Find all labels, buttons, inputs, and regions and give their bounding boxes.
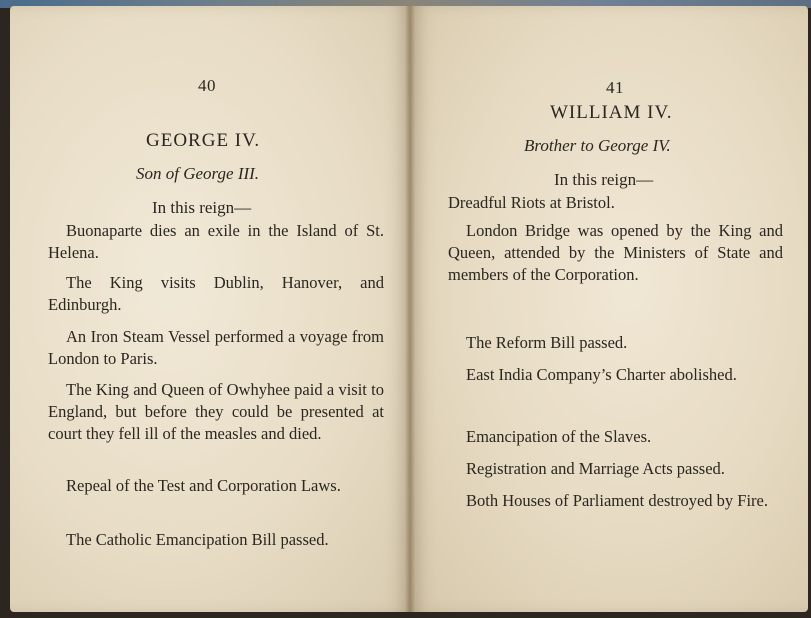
event-entry: An Iron Steam Vessel performed a voyage from London to Paris. bbox=[48, 327, 384, 368]
event-entry: Buonaparte dies an exile in the Island of St. Helena. bbox=[48, 221, 384, 262]
event-entry: The King visits Dublin, Hanover, and Edinburgh. bbox=[48, 273, 384, 314]
reign-intro: In this reign— bbox=[554, 170, 654, 189]
reign-heading: WILLIAM IV. bbox=[550, 102, 673, 123]
reign-intro: In this reign— bbox=[152, 198, 252, 217]
event-entry: Registration and Marriage Acts passed. bbox=[466, 459, 725, 478]
event-entry: Emancipation of the Slaves. bbox=[466, 427, 652, 446]
event-entry: Dreadful Riots at Bristol. bbox=[448, 193, 615, 212]
reign-heading: GEORGE IV. bbox=[146, 130, 261, 151]
event-entry: The Reform Bill passed. bbox=[466, 333, 628, 352]
reign-subheading: Brother to George IV. bbox=[524, 136, 671, 155]
right-page bbox=[410, 6, 808, 612]
event-entry: The Catholic Emancipation Bill passed. bbox=[66, 530, 329, 549]
left-page bbox=[10, 6, 410, 612]
page-number: 41 bbox=[606, 78, 624, 97]
event-entry: London Bridge was opened by the King and Queen, attended by the Ministers of State and members of the Corporation. bbox=[448, 221, 783, 284]
event-entry: The King and Queen of Owhyhee paid a visit to England, but before they could be presented at court they fell ill of the measles and died. bbox=[48, 380, 384, 443]
event-entry: Repeal of the Test and Corporation Laws. bbox=[66, 476, 341, 495]
event-entry: East India Company’s Charter abolished. bbox=[466, 365, 737, 384]
reign-subheading: Son of George III. bbox=[136, 164, 260, 183]
event-entry: Both Houses of Parliament destroyed by Fire. bbox=[466, 491, 768, 510]
book-gutter bbox=[405, 6, 415, 612]
page-number: 40 bbox=[198, 76, 216, 95]
